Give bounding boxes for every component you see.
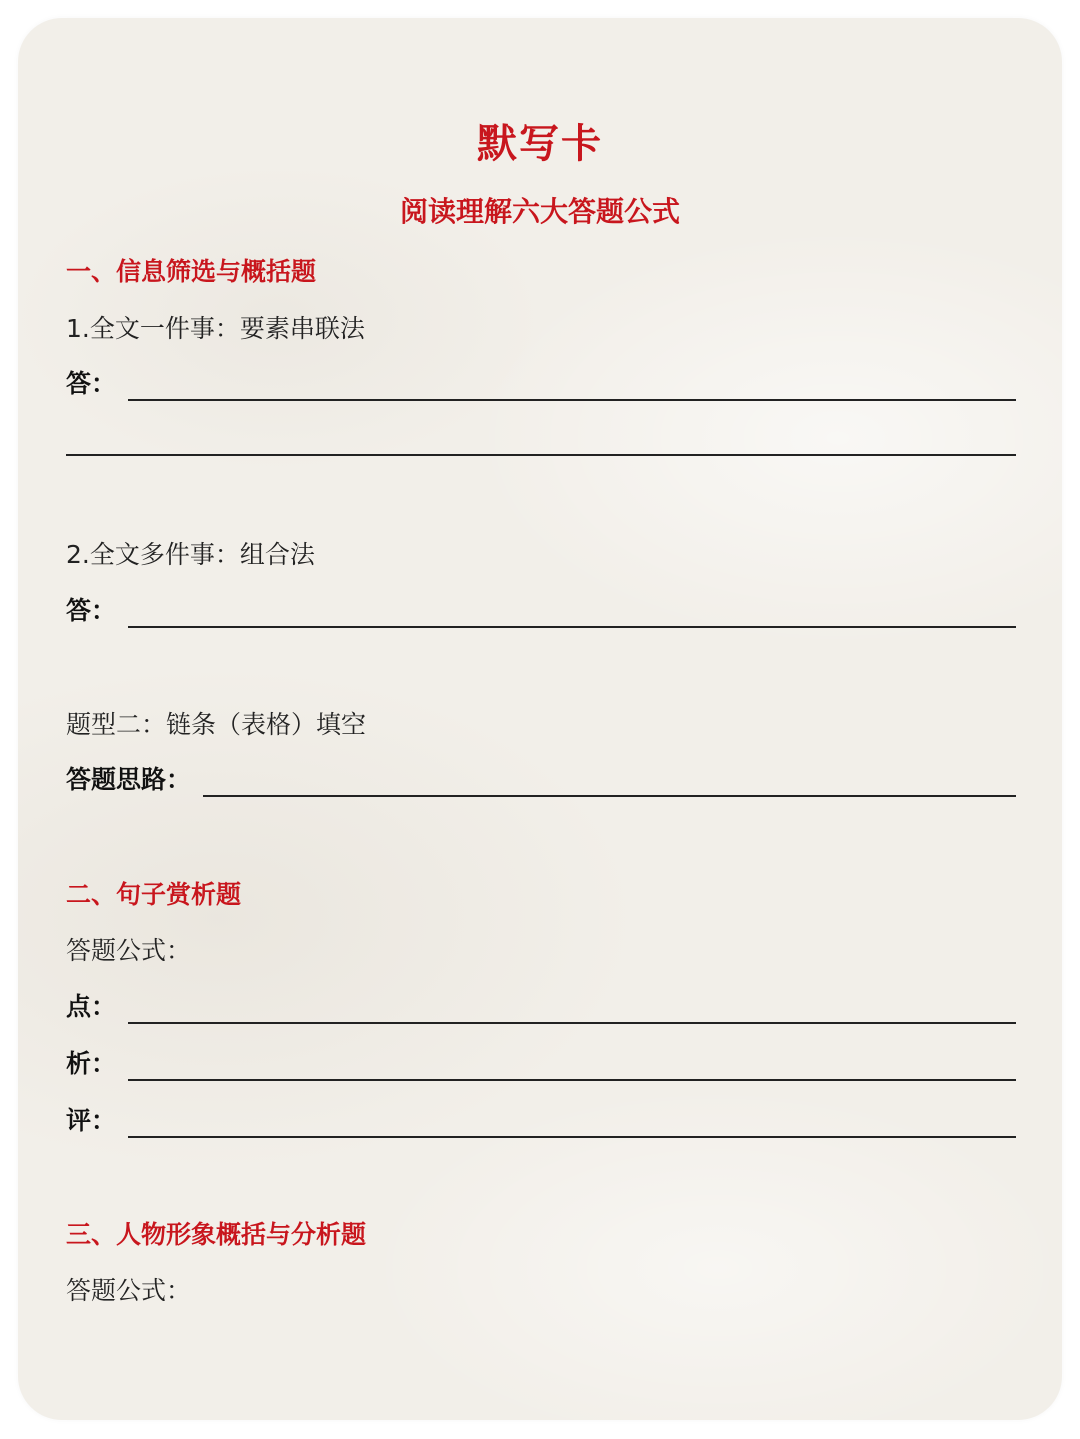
section-2-evaluation-row[interactable] [66, 1099, 1016, 1139]
section-3-heading: 三、人物形象概括与分析题 [66, 1220, 367, 1249]
answer-label: 答： [66, 596, 117, 625]
answer-line[interactable] [128, 626, 1016, 628]
page-subtitle: 阅读理解六大答题公式 [399, 195, 680, 228]
section-2-heading: 二、句子赏析题 [66, 880, 242, 909]
answer-line[interactable] [128, 1079, 1016, 1081]
section-2-formula-label: 答题公式： [66, 936, 192, 965]
section-1-type-2-answer-row[interactable] [66, 758, 1016, 798]
section-1-item-2-answer-row[interactable] [66, 589, 1016, 629]
answer-line[interactable] [128, 1136, 1016, 1138]
page-title: 默写卡 [477, 121, 603, 167]
answer-label: 答题思路： [66, 765, 192, 794]
section-1-item-2-text: 2.全文多件事：组合法 [66, 540, 315, 569]
answer-line[interactable] [128, 399, 1016, 401]
answer-label: 答： [66, 369, 117, 398]
answer-label: 点： [66, 992, 117, 1021]
section-2-point-row[interactable] [66, 985, 1016, 1025]
section-1-heading: 一、信息筛选与概括题 [66, 257, 317, 286]
section-1-type-2-text: 题型二：链条（表格）填空 [66, 710, 367, 739]
answer-label: 评： [66, 1106, 117, 1135]
answer-line[interactable] [203, 795, 1016, 797]
section-3-formula-label: 答题公式： [66, 1276, 192, 1305]
section-2-analysis-row[interactable] [66, 1042, 1016, 1082]
section-1-item-1-extra-line[interactable] [66, 454, 1016, 456]
section-1-item-1-text: 1.全文一件事：要素串联法 [66, 314, 365, 343]
section-1-item-1-answer-row[interactable] [66, 362, 1016, 402]
answer-line[interactable] [128, 1022, 1016, 1024]
answer-label: 析： [66, 1049, 117, 1078]
